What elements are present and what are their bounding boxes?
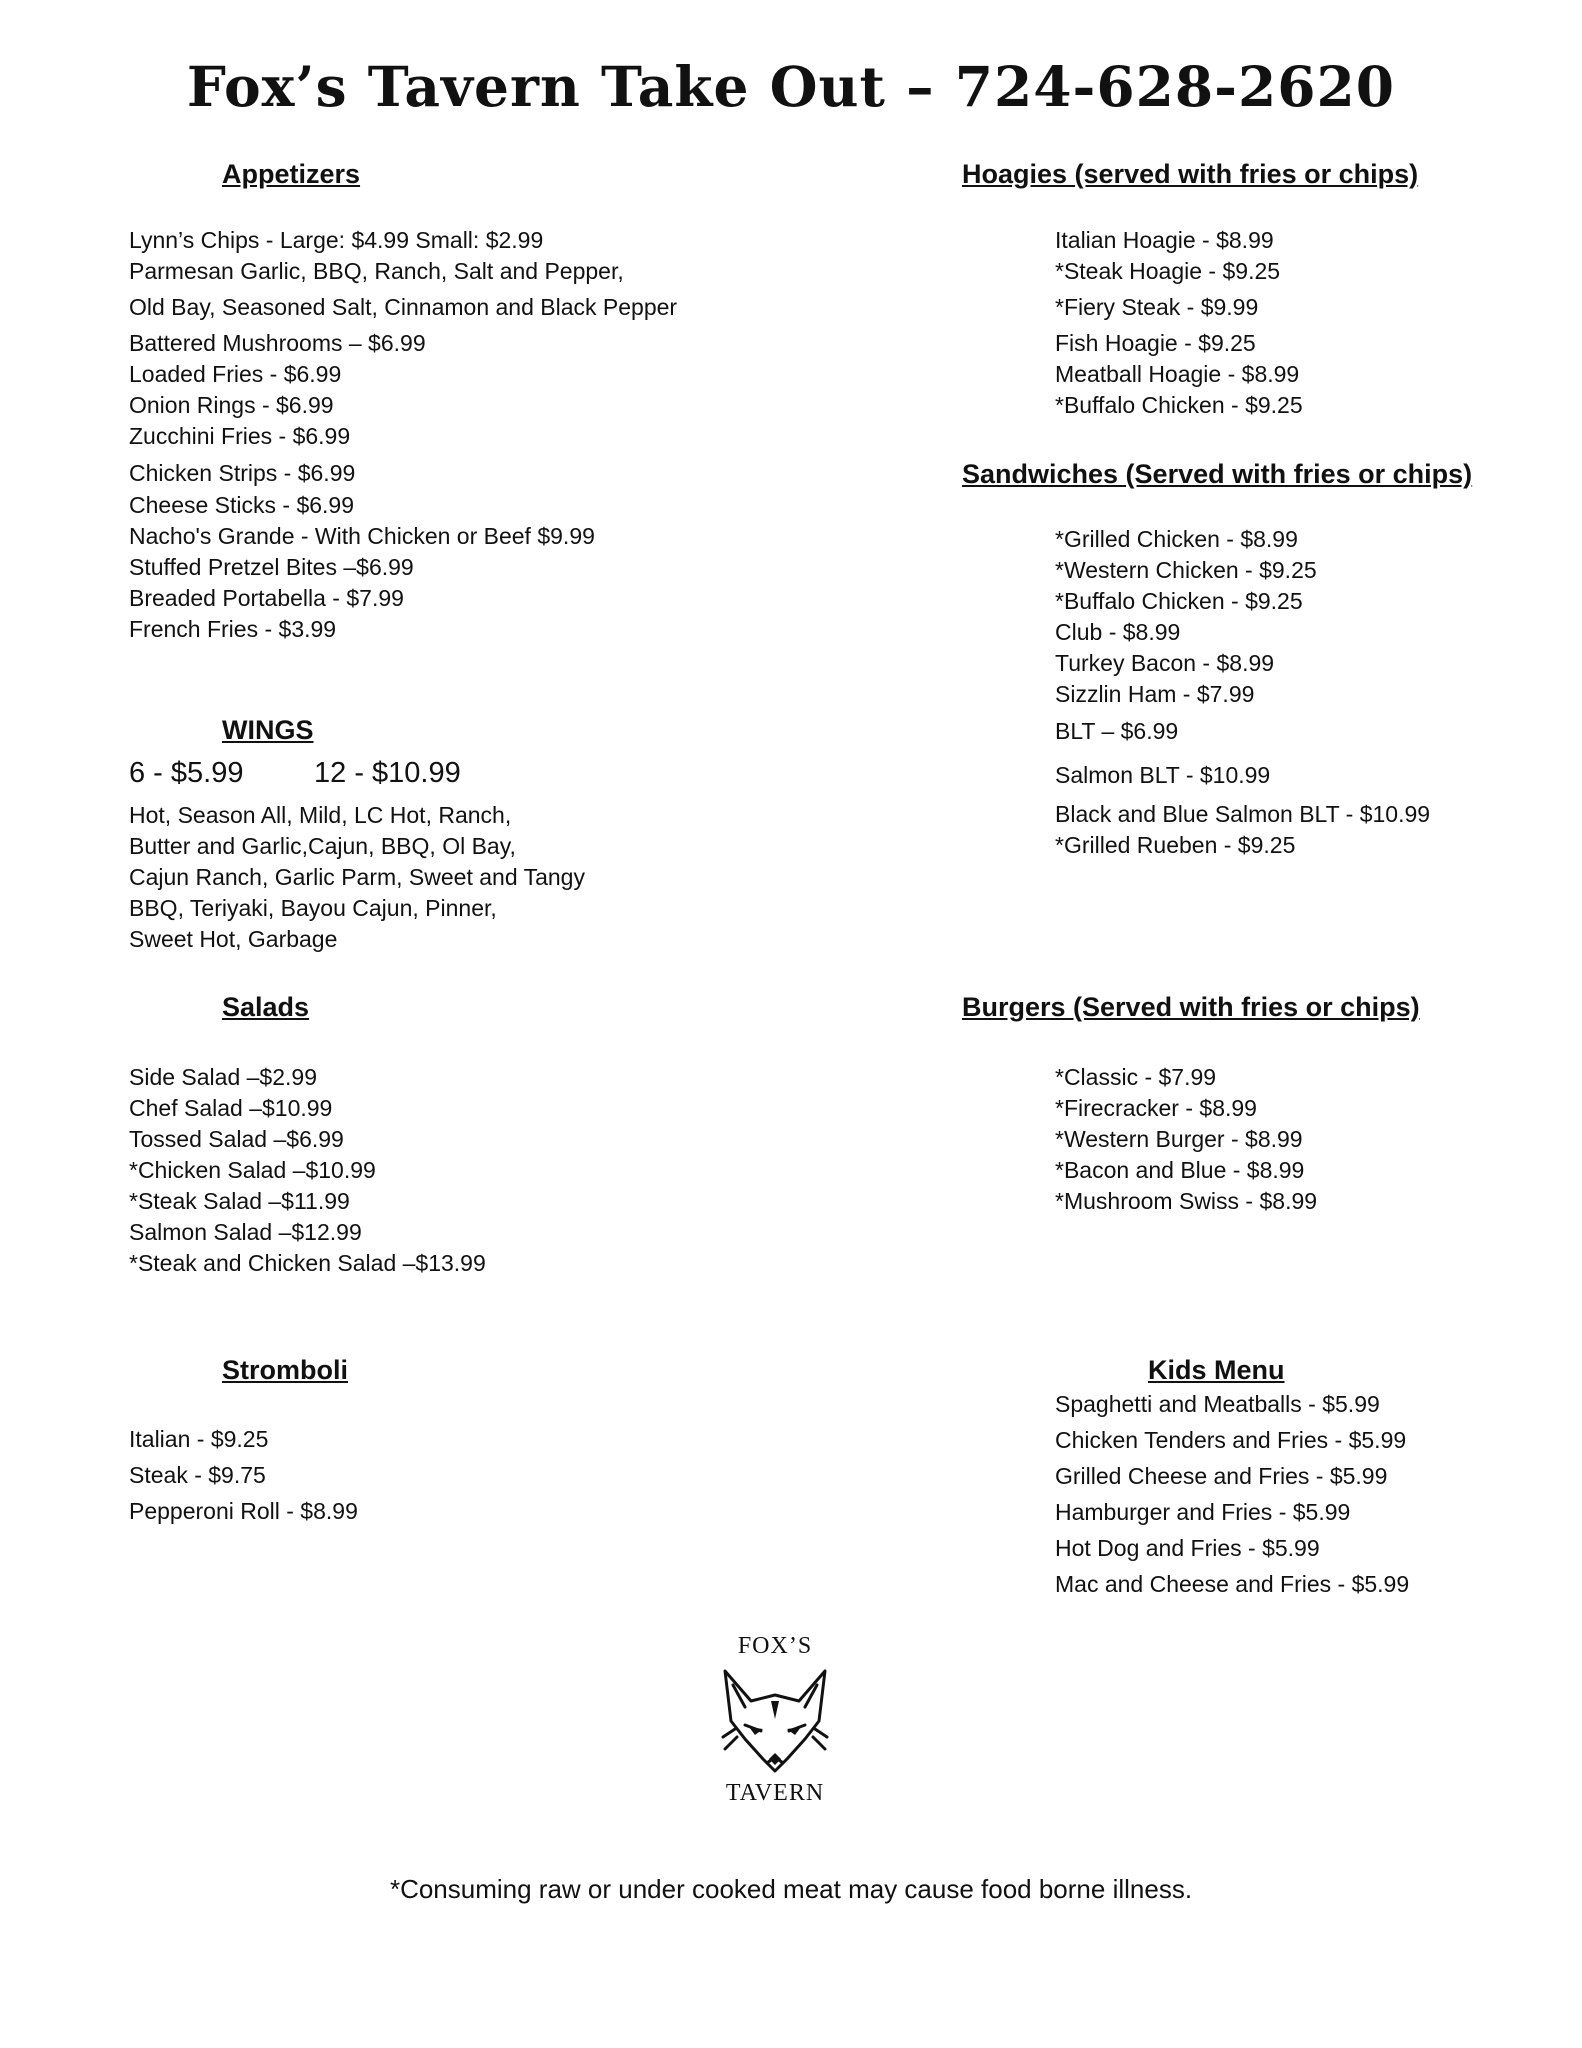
- list-item: Nacho's Grande - With Chicken or Beef $9.99: [129, 523, 595, 549]
- list-item: Spaghetti and Meatballs - $5.99: [1055, 1391, 1380, 1417]
- list-item: *Mushroom Swiss - $8.99: [1055, 1188, 1318, 1214]
- list-item: Tossed Salad –$6.99: [129, 1126, 344, 1152]
- list-item: *Western Burger - $8.99: [1055, 1126, 1303, 1152]
- list-item: Sweet Hot, Garbage: [129, 926, 338, 952]
- list-item: Grilled Cheese and Fries - $5.99: [1055, 1463, 1388, 1489]
- list-item: Meatball Hoagie - $8.99: [1055, 361, 1300, 387]
- list-item: *Steak Hoagie - $9.25: [1055, 258, 1281, 284]
- list-item: *Grilled Rueben - $9.25: [1055, 832, 1296, 858]
- list-item: Zucchini Fries - $6.99: [129, 423, 351, 449]
- list-item: Salmon Salad –$12.99: [129, 1219, 362, 1245]
- wings-price-6: 6 - $5.99: [129, 757, 244, 789]
- list-item: Old Bay, Seasoned Salt, Cinnamon and Black Pepper: [129, 294, 678, 320]
- list-item: *Firecracker - $8.99: [1055, 1095, 1257, 1121]
- list-item: BBQ, Teriyaki, Bayou Cajun, Pinner,: [129, 895, 497, 921]
- fox-tavern-logo: [690, 1625, 860, 1815]
- wings-price-12: 12 - $10.99: [314, 757, 461, 789]
- list-item: Parmesan Garlic, BBQ, Ranch, Salt and Pepper,: [129, 258, 624, 284]
- fox-head-icon: [715, 1667, 835, 1775]
- hoagies-heading: Hoagies (served with fries or chips): [962, 159, 1419, 189]
- list-item: French Fries - $3.99: [129, 616, 337, 642]
- list-item: *Chicken Salad –$10.99: [129, 1157, 376, 1183]
- list-item: Hot, Season All, Mild, LC Hot, Ranch,: [129, 802, 512, 828]
- list-item: *Steak and Chicken Salad –$13.99: [129, 1250, 486, 1276]
- list-item: Hot Dog and Fries - $5.99: [1055, 1535, 1320, 1561]
- list-item: Side Salad –$2.99: [129, 1064, 317, 1090]
- list-item: Onion Rings - $6.99: [129, 392, 334, 418]
- stromboli-heading: Stromboli: [222, 1355, 348, 1385]
- list-item: *Classic - $7.99: [1055, 1064, 1217, 1090]
- list-item: *Steak Salad –$11.99: [129, 1188, 350, 1214]
- list-item: Mac and Cheese and Fries - $5.99: [1055, 1571, 1410, 1597]
- list-item: Chicken Strips - $6.99: [129, 460, 356, 486]
- list-item: Chef Salad –$10.99: [129, 1095, 333, 1121]
- list-item: Battered Mushrooms – $6.99: [129, 330, 426, 356]
- list-item: *Grilled Chicken - $8.99: [1055, 526, 1298, 552]
- list-item: Turkey Bacon - $8.99: [1055, 650, 1275, 676]
- list-item: Hamburger and Fries - $5.99: [1055, 1499, 1351, 1525]
- appetizers-heading: Appetizers: [222, 159, 361, 189]
- list-item: Lynn’s Chips - Large: $4.99 Small: $2.99: [129, 227, 544, 253]
- list-item: *Buffalo Chicken - $9.25: [1055, 588, 1303, 614]
- list-item: Italian Hoagie - $8.99: [1055, 227, 1274, 253]
- list-item: *Western Chicken - $9.25: [1055, 557, 1317, 583]
- kids-menu-heading: Kids Menu: [1148, 1355, 1285, 1385]
- list-item: Breaded Portabella - $7.99: [129, 585, 404, 611]
- list-item: Loaded Fries - $6.99: [129, 361, 342, 387]
- list-item: Cheese Sticks - $6.99: [129, 492, 355, 518]
- logo-top-word: FOX’S: [737, 1633, 813, 1659]
- list-item: BLT – $6.99: [1055, 718, 1179, 744]
- list-item: Black and Blue Salmon BLT - $10.99: [1055, 801, 1431, 827]
- list-item: Salmon BLT - $10.99: [1055, 762, 1271, 788]
- logo-bottom-word: TAVERN: [725, 1780, 825, 1806]
- list-item: Butter and Garlic,Cajun, BBQ, Ol Bay,: [129, 833, 516, 859]
- food-safety-disclaimer: *Consuming raw or under cooked meat may cause food borne illness.: [389, 1874, 1193, 1904]
- sandwiches-heading: Sandwiches (Served with fries or chips): [962, 459, 1473, 489]
- list-item: Sizzlin Ham - $7.99: [1055, 681, 1255, 707]
- list-item: *Buffalo Chicken - $9.25: [1055, 392, 1303, 418]
- page-title: Fox’s Tavern Take Out – 724-628-2620: [186, 54, 1396, 119]
- list-item: Club - $8.99: [1055, 619, 1181, 645]
- list-item: Pepperoni Roll - $8.99: [129, 1498, 358, 1524]
- list-item: Italian - $9.25: [129, 1426, 269, 1452]
- list-item: Cajun Ranch, Garlic Parm, Sweet and Tangy: [129, 864, 585, 890]
- list-item: Chicken Tenders and Fries - $5.99: [1055, 1427, 1407, 1453]
- wings-heading: WINGS: [222, 715, 314, 745]
- list-item: *Bacon and Blue - $8.99: [1055, 1157, 1305, 1183]
- list-item: Fish Hoagie - $9.25: [1055, 330, 1256, 356]
- salads-heading: Salads: [222, 992, 310, 1022]
- list-item: *Fiery Steak - $9.99: [1055, 294, 1259, 320]
- burgers-heading: Burgers (Served with fries or chips): [962, 992, 1420, 1022]
- list-item: Steak - $9.75: [129, 1462, 266, 1488]
- list-item: Stuffed Pretzel Bites –$6.99: [129, 554, 414, 580]
